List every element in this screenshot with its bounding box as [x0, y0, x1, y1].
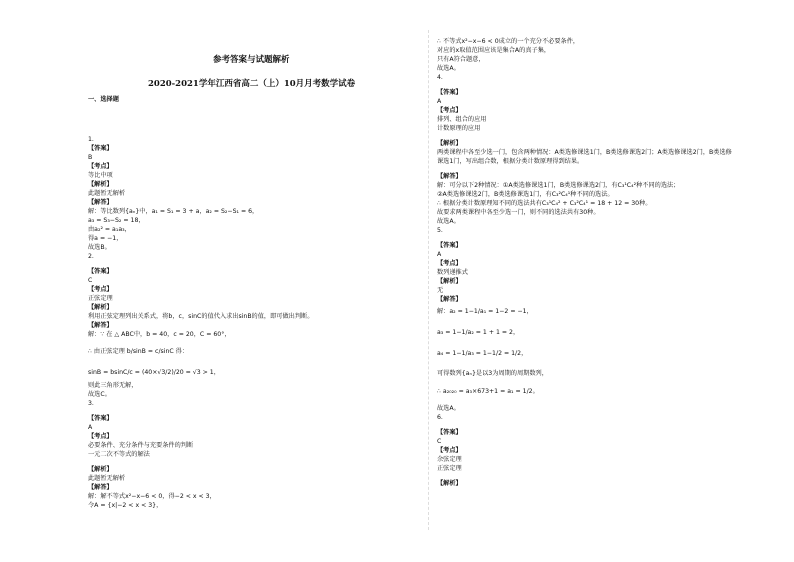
section-label: 【答案】 — [437, 242, 462, 249]
section-label: 【解答】 — [437, 296, 462, 303]
section-label: 【解析】 — [88, 304, 113, 311]
exam-title: 2020-2021学年江西省高二（上）10月月考数学试卷 — [148, 79, 356, 89]
section-label: 【解答】 — [88, 322, 113, 329]
section-label: 【考点】 — [437, 107, 462, 114]
text-line: ∴ 根据分类计数原理知不同的选法共有C₃¹C₄² + C₃²C₄¹ = 18 + 12 = 30种。 — [437, 200, 652, 207]
text-line: a₃ = S₃−S₂ = 18， — [88, 217, 145, 224]
text-line: 令A = {x|−2 < x < 3}， — [88, 502, 163, 509]
text-line: 正弦定理 — [437, 465, 462, 472]
text-line: a₃ = 1−1/a₂ = 1 + 1 = 2， — [437, 329, 520, 336]
text-line: 由a₂² = a₁a₃， — [88, 226, 131, 233]
text-line: 故选A。 — [437, 65, 460, 72]
text-line: 故选A。 — [437, 218, 460, 225]
section-label: 【答案】 — [437, 89, 462, 96]
text-line: 等比中项 — [88, 172, 113, 179]
text-line: C — [88, 277, 93, 284]
section-label: 【考点】 — [437, 260, 462, 267]
section-heading: 一、选择题 — [88, 96, 119, 103]
section-label: 【答案】 — [88, 415, 113, 422]
text-line: a₄ = 1−1/a₃ = 1−1/2 = 1/2， — [437, 350, 528, 357]
column-divider — [428, 30, 429, 530]
text-line: 解：等比数列{aₙ}中，a₁ = S₁ = 3 + a，a₂ = S₂−S₁ = 6， — [88, 208, 259, 215]
text-line: ②A类选修课选2门，B类选修课选1门，有C₃²C₄¹种不同的选法。 — [437, 191, 614, 198]
section-label: 【解答】 — [88, 484, 113, 491]
text-line: 解：∵ 在 △ ABC中，b = 40，c = 20，C = 60°， — [88, 331, 231, 338]
text-line: 对应的x取值范围应该是集合A的真子集， — [437, 47, 551, 54]
text-line: 可得数列{aₙ}是以3为周期的周期数列， — [437, 370, 548, 377]
section-label: 【解析】 — [88, 181, 113, 188]
section-label: 【答案】 — [437, 429, 462, 436]
section-label: 【解析】 — [437, 278, 462, 285]
text-line: 故要求两类课程中各至少选一门，则不同的选法共有30种。 — [437, 209, 600, 216]
text-line: B — [88, 154, 93, 161]
section-label: 【答案】 — [88, 145, 113, 152]
text-line: 计数原理的应用 — [437, 125, 481, 132]
text-line: 解：a₂ = 1−1/a₁ = 1−2 = −1， — [437, 308, 533, 315]
text-line: 3. — [88, 400, 94, 407]
text-line: 则此三角形无解， — [88, 382, 138, 389]
text-line: 一元二次不等式的解法 — [88, 451, 150, 458]
text-line: 只有A符合题意， — [437, 56, 485, 63]
text-line: 此题暂无解析 — [88, 190, 126, 197]
text-line: 无 — [437, 287, 444, 294]
text-line: 解：解不等式x²−x−6 < 0，得−2 < x < 3， — [88, 493, 216, 500]
text-line: A — [437, 98, 442, 105]
text-line: 2. — [88, 253, 94, 260]
text-line: sinB = bsinC/c = (40×√3/2)/20 = √3 > 1， — [88, 369, 220, 376]
text-line: A — [88, 424, 93, 431]
text-line: 故选A。 — [437, 405, 460, 412]
text-line: C — [437, 438, 442, 445]
text-line: 故选C。 — [88, 391, 111, 398]
section-label: 【考点】 — [88, 433, 113, 440]
section-label: 【解答】 — [88, 199, 113, 206]
text-line: 5. — [437, 227, 443, 234]
text-line: 得a = −1， — [88, 235, 123, 242]
text-line: ∴ 由正弦定理 b/sinB = c/sinC 得： — [88, 348, 189, 355]
text-line: ∴ 不等式x²−x−6 < 0成立的一个充分不必要条件， — [437, 38, 580, 45]
text-line: A — [437, 251, 442, 258]
text-line: 必要条件、充分条件与充要条件的判断 — [88, 442, 194, 449]
text-line: 两类课程中各至少选一门，包含两种情况：A类选修课选1门，B类选修课选2门；A类选修课选2门，B类选修 — [437, 149, 732, 156]
text-line: 正弦定理 — [88, 295, 113, 302]
section-label: 【考点】 — [88, 163, 113, 170]
text-line: ∴ a₂₀₂₀ = a₃×673+1 = a₁ = 1/2。 — [437, 388, 539, 395]
text-line: 排列、组合的应用 — [437, 116, 487, 123]
section-label: 【答案】 — [88, 268, 113, 275]
text-line: 此题暂无解析 — [88, 475, 126, 482]
text-line: 故选B。 — [88, 244, 111, 251]
text-line: 课选1门，写出组合数，根据分类计数原理得到结果。 — [437, 158, 584, 165]
text-line: 6. — [437, 414, 443, 421]
text-line: 4. — [437, 74, 443, 81]
text-line: 利用正弦定理列出关系式，将b，c，sinC的值代入求出sinB的值，即可做出判断。 — [88, 313, 314, 320]
answer-title: 参考答案与试题解析 — [213, 55, 290, 65]
text-line: 1. — [88, 136, 94, 143]
section-label: 【解析】 — [88, 466, 113, 473]
section-label: 【解答】 — [437, 173, 462, 180]
section-label: 【解析】 — [437, 140, 462, 147]
text-line: 数列递推式 — [437, 269, 468, 276]
section-label: 【解析】 — [437, 480, 462, 487]
section-label: 【考点】 — [437, 447, 462, 454]
text-line: 余弦定理 — [437, 456, 462, 463]
section-label: 【考点】 — [88, 286, 113, 293]
text-line: 解：可分以下2种情况：①A类选修课选1门，B类选修课选2门，有C₃¹C₄²种不同的选法； — [437, 182, 680, 189]
